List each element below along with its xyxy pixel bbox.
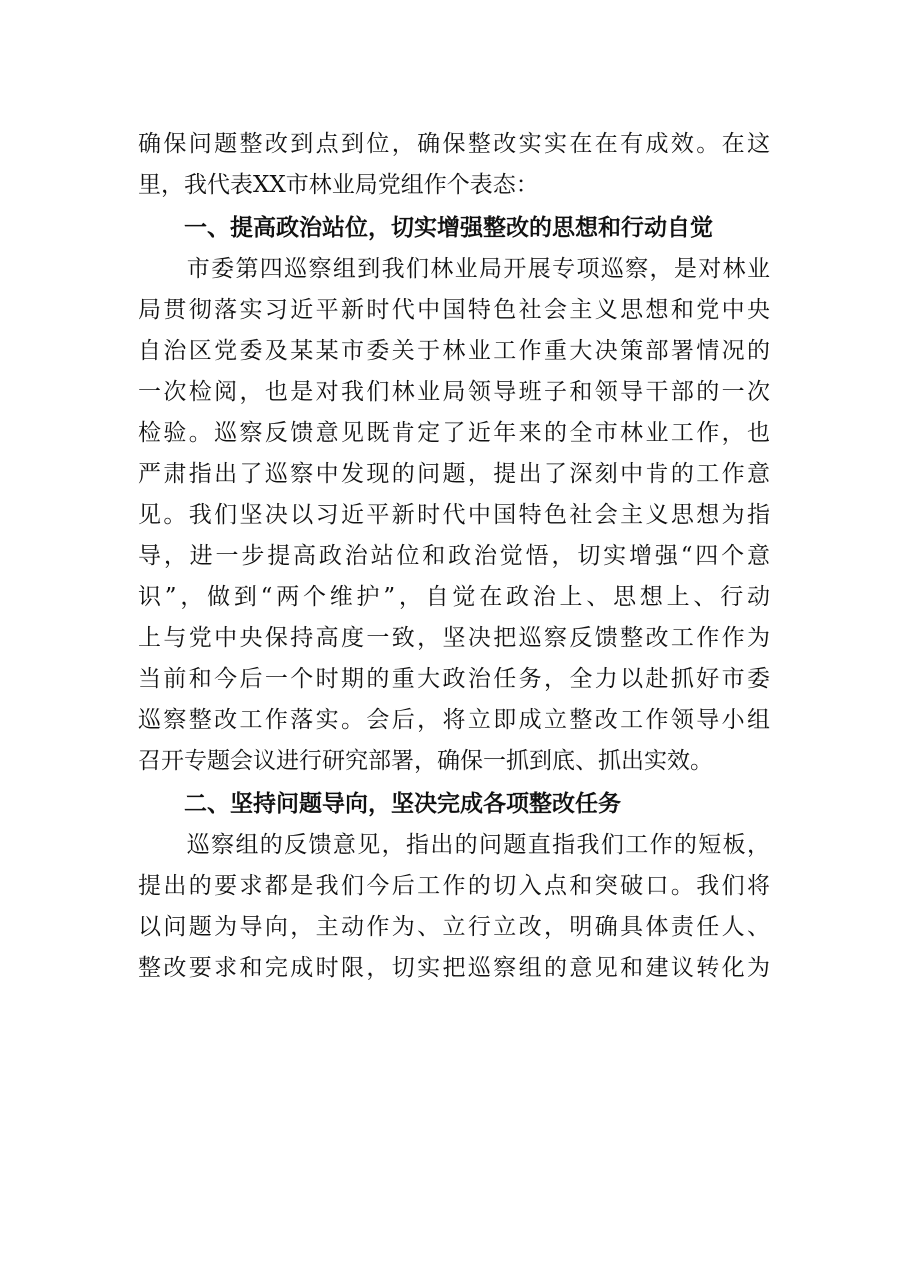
text-line: 巡察整改工作落实。会后，将立即成立整改工作领导小组 <box>138 707 770 733</box>
text-line: 确保问题整改到点到位，确保整改实实在在有成效。在这 <box>138 131 770 157</box>
text-line: 局贯彻落实习近平新时代中国特色社会主义思想和党中央 <box>138 297 770 323</box>
text-line: 导，进一步提高政治站位和政治觉悟，切实增强“四个意 <box>138 543 770 569</box>
text-line: 见。我们坚决以习近平新时代中国特色社会主义思想为指 <box>138 502 770 528</box>
text-line: 以问题为导向，主动作为、立行立改，明确具体责任人、 <box>138 914 770 940</box>
document-page <box>138 124 770 989</box>
text-line: 整改要求和完成时限，切实把巡察组的意见和建议转化为 <box>138 955 770 981</box>
text-line: 提出的要求都是我们今后工作的切入点和突破口。我们将 <box>138 873 770 899</box>
text-line: 检验。巡察反馈意见既肯定了近年来的全市林业工作，也 <box>138 420 770 446</box>
intro-paragraph <box>138 124 770 206</box>
section-1-paragraph <box>138 249 770 782</box>
text-line: 上与党中央保持高度一致，坚决把巡察反馈整改工作作为 <box>138 625 770 651</box>
text-line: 自治区党委及某某市委关于林业工作重大决策部署情况的 <box>138 338 770 364</box>
text-line: 市委第四巡察组到我们林业局开展专项巡察，是对林业 <box>138 256 770 282</box>
text-line: 严肃指出了巡察中发现的问题，提出了深刻中肯的工作意 <box>138 461 770 487</box>
section-heading-1: 一、提高政治站位，切实增强整改的思想和行动自觉 <box>184 214 713 241</box>
text-line: 召开专题会议进行研究部署，确保一抓到底、抓出实效。 <box>138 748 713 774</box>
text-line: 巡察组的反馈意见，指出的问题直指我们工作的短板， <box>138 832 770 858</box>
section-2-paragraph <box>138 825 770 989</box>
text-line: 识”，做到“两个维护”，自觉在政治上、思想上、行动 <box>138 584 770 610</box>
text-line: 当前和今后一个时期的重大政治任务，全力以赴抓好市委 <box>138 666 770 692</box>
section-heading-2: 二、坚持问题导向，坚决完成各项整改任务 <box>184 790 621 817</box>
text-line: 里，我代表XX市林业局党组作个表态： <box>138 172 539 198</box>
text-line: 一次检阅，也是对我们林业局领导班子和领导干部的一次 <box>138 379 770 405</box>
